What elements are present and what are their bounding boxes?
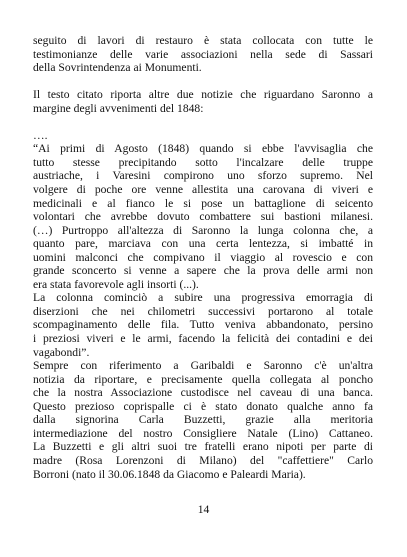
text-line: (…) Purtroppo all'altezza di Saronno la lunga colonna che, a (33, 223, 373, 237)
text-line: vagabondi”. (33, 345, 90, 359)
text-line: i preziosi viveri e le armi, facendo la felicità dei contadini e dei (33, 332, 373, 346)
text-line: …. (33, 128, 48, 142)
text-line: scompaginamento delle fila. Tutto veniva abbandonato, persino (33, 318, 373, 332)
text-line: “Ai primi di Agosto (1848) quando si ebbe l'avvisaglia che (33, 142, 373, 156)
text-line: La colonna cominciò a subire una progressiva emorragia di (33, 291, 373, 305)
text-line: volontari che avrebbe dovuto combattere sui bastioni milanesi. (33, 210, 373, 224)
text-line: che la nostra Associazione custodisce nel caveau di una banca. (33, 386, 373, 400)
body-text (33, 34, 373, 481)
text-line: Sempre con riferimento a Garibaldi e Saronno c'è un'altra (33, 359, 373, 373)
text-line: austriache, i Varesini compirono uno sforzo supremo. Nel (33, 169, 373, 183)
text-line: uomini malconci che compivano il viaggio al rovescio e con (33, 250, 373, 264)
text-line: volgere di poche ore venne allestita una carovana di viveri e (33, 183, 373, 197)
paragraph-gap (33, 75, 373, 89)
text-line: grande sconcerto si venne a sapere che la prova delle armi non (33, 264, 373, 278)
text-line: notizia da riportare, e precisamente quella collegata al poncho (33, 372, 373, 386)
text-line: diserzioni che nei chilometri successivi portarono al totale (33, 304, 373, 318)
text-line: Questo prezioso coprispalle ci è stato donato qualche anno fa (33, 399, 373, 413)
text-line: dalla signorina Carla Buzzetti, grazie alla meritoria (33, 413, 373, 427)
text-line: intermediazione del nostro Consigliere Natale (Lino) Cattaneo. (33, 426, 373, 440)
paragraph-gap (33, 115, 373, 129)
text-line: margine degli avvenimenti del 1848: (33, 101, 204, 115)
text-line: della Sovrintendenza ai Monumenti. (33, 61, 202, 75)
text-line: Il testo citato riporta altre due notizie che riguardano Saronno a (33, 88, 373, 102)
text-line: era stata favorevole agli insorti (...). (33, 277, 199, 291)
text-line: testimonianze delle varie associazioni nella sede di Sassari (33, 47, 373, 61)
text-line: medicinali e al fianco le si pose un battaglione di seicento (33, 196, 373, 210)
text-line: Borroni (nato il 30.06.1848 da Giacomo e Paleardi Maria). (33, 467, 306, 481)
text-line: madre (Rosa Lorenzoni di Milano) del "caffettiere" Carlo (33, 453, 373, 467)
text-line: La Buzzetti e gli altri suoi tre fratelli erano nipoti per parte di (33, 440, 373, 454)
page-number: 14 (197, 503, 210, 516)
text-line: seguito di lavori di restauro è stata collocata con tutte le (33, 34, 373, 47)
text-line: tutto stesse precipitando sotto l'incalzare delle truppe (33, 155, 373, 169)
text-line: quanto pare, marciava con una certa lentezza, si imbatté in (33, 237, 373, 251)
